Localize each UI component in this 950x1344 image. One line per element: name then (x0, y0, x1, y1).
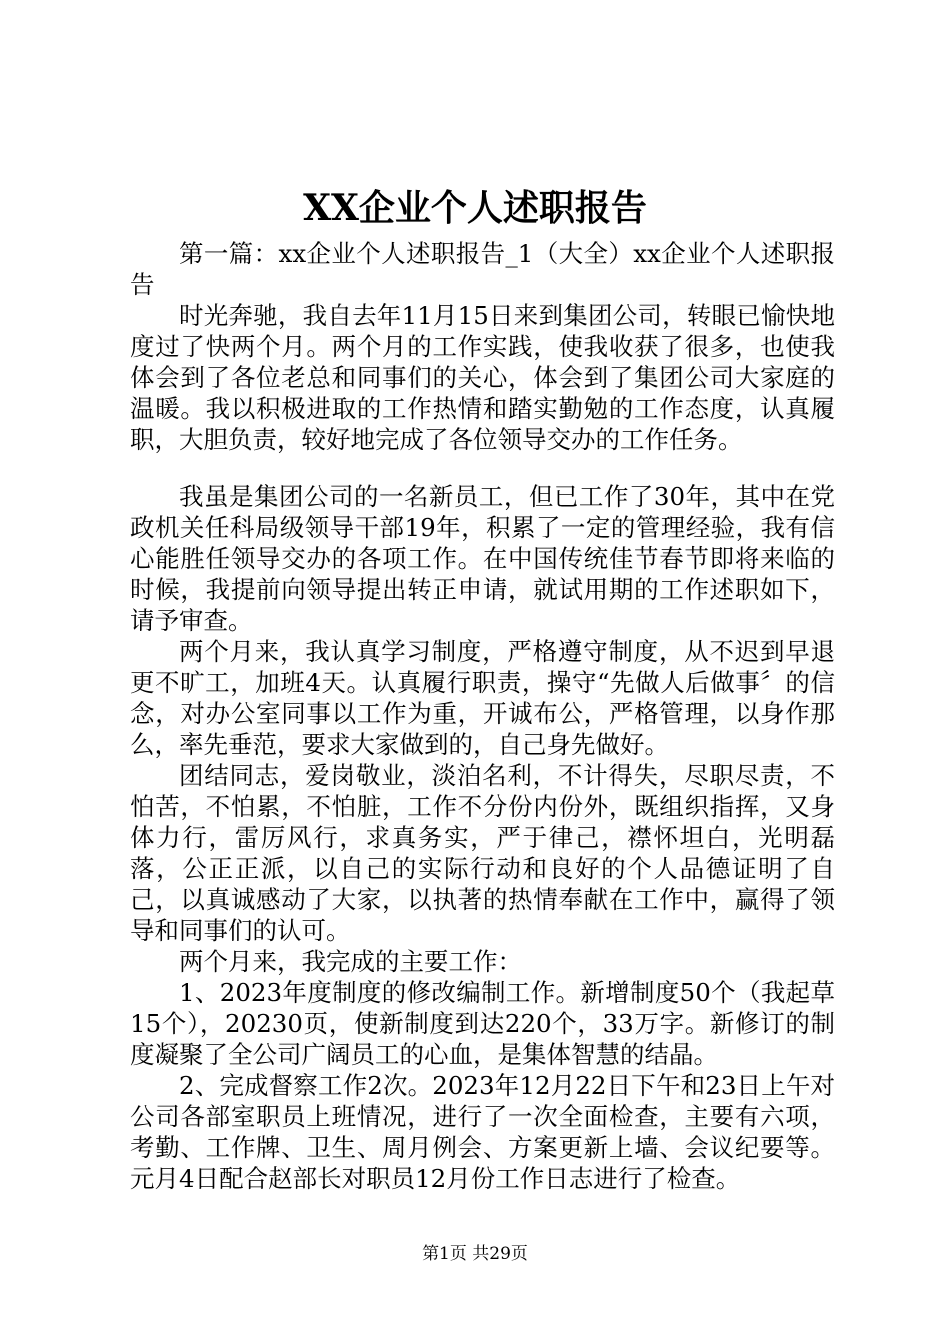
paragraph-6: 两个月来，我完成的主要工作： (179, 947, 522, 976)
paragraph-5: 团结同志，爱岗敬业，淡泊名利，不计得失，尽职尽责，不怕苦，不怕累，不怕脏，工作不分份内份外，既组织指挥，又身体力行，雷厉风行，求真务实，严于律己，襟怀坦白，光明磊落，公正正派，以自己的实际行动和良好的个人品德证明了自己，以真诚感动了大家，以执著的热情奉献在工作中，赢得了领导和同事们的认可。 (130, 761, 835, 945)
paragraph-7: 1、2023年度制度的修改编制工作。新增制度50个（我起草15个），20230页，使新制度到达220个，33万字。新修订的制度凝聚了全公司广阔员工的心血，是集体智慧的结晶。 (130, 978, 835, 1069)
paragraph-gap (130, 455, 835, 481)
paragraph-4: 两个月来，我认真学习制度，严格遵守制度，从不迟到早退更不旷工，加班4天。认真履行职责，操守“先做人后做事〞的信念，对办公室同事以工作为重，开诚布公，严格管理，以身作那么，率先垂范，要求大家做到的，自己身先做好。 (130, 637, 835, 759)
page-footer: 第1页 共29页 (422, 1244, 528, 1264)
paragraph-1: 第一篇：xx企业个人述职报告_1（大全）xx企业个人述职报告 (130, 239, 835, 299)
paragraph-2: 时光奔驰，我自去年11月15日来到集团公司，转眼已愉快地度过了快两个月。两个月的工作实践，使我收获了很多，也使我体会到了各位老总和同事们的关心，体会到了集团公司大家庭的温暖。我以积极进取的工作热情和踏实勤勉的工作态度，认真履职，大胆负责，较好地完成了各位领导交办的工作任务。 (130, 301, 835, 454)
paragraph-8: 2、完成督察工作2次。2023年12月22日下午和23日上午对公司各部室职员上班情况，进行了一次全面检查，主要有六项，考勤、工作牌、卫生、周月例会、方案更新上墙、会议纪要等。元月4日配合赵部长对职员12月份工作日志进行了检查。 (130, 1071, 835, 1193)
document-title: XX企业个人述职报告 (303, 187, 647, 229)
paragraph-3: 我虽是集团公司的一名新员工，但已工作了30年，其中在党政机关任科局级领导干部19年，积累了一定的管理经验，我有信心能胜任领导交办的各项工作。在中国传统佳节春节即将来临的时候，我提前向领导提出转正申请，就试用期的工作述职如下，请予审查。 (130, 482, 835, 635)
document-body (130, 238, 835, 1194)
